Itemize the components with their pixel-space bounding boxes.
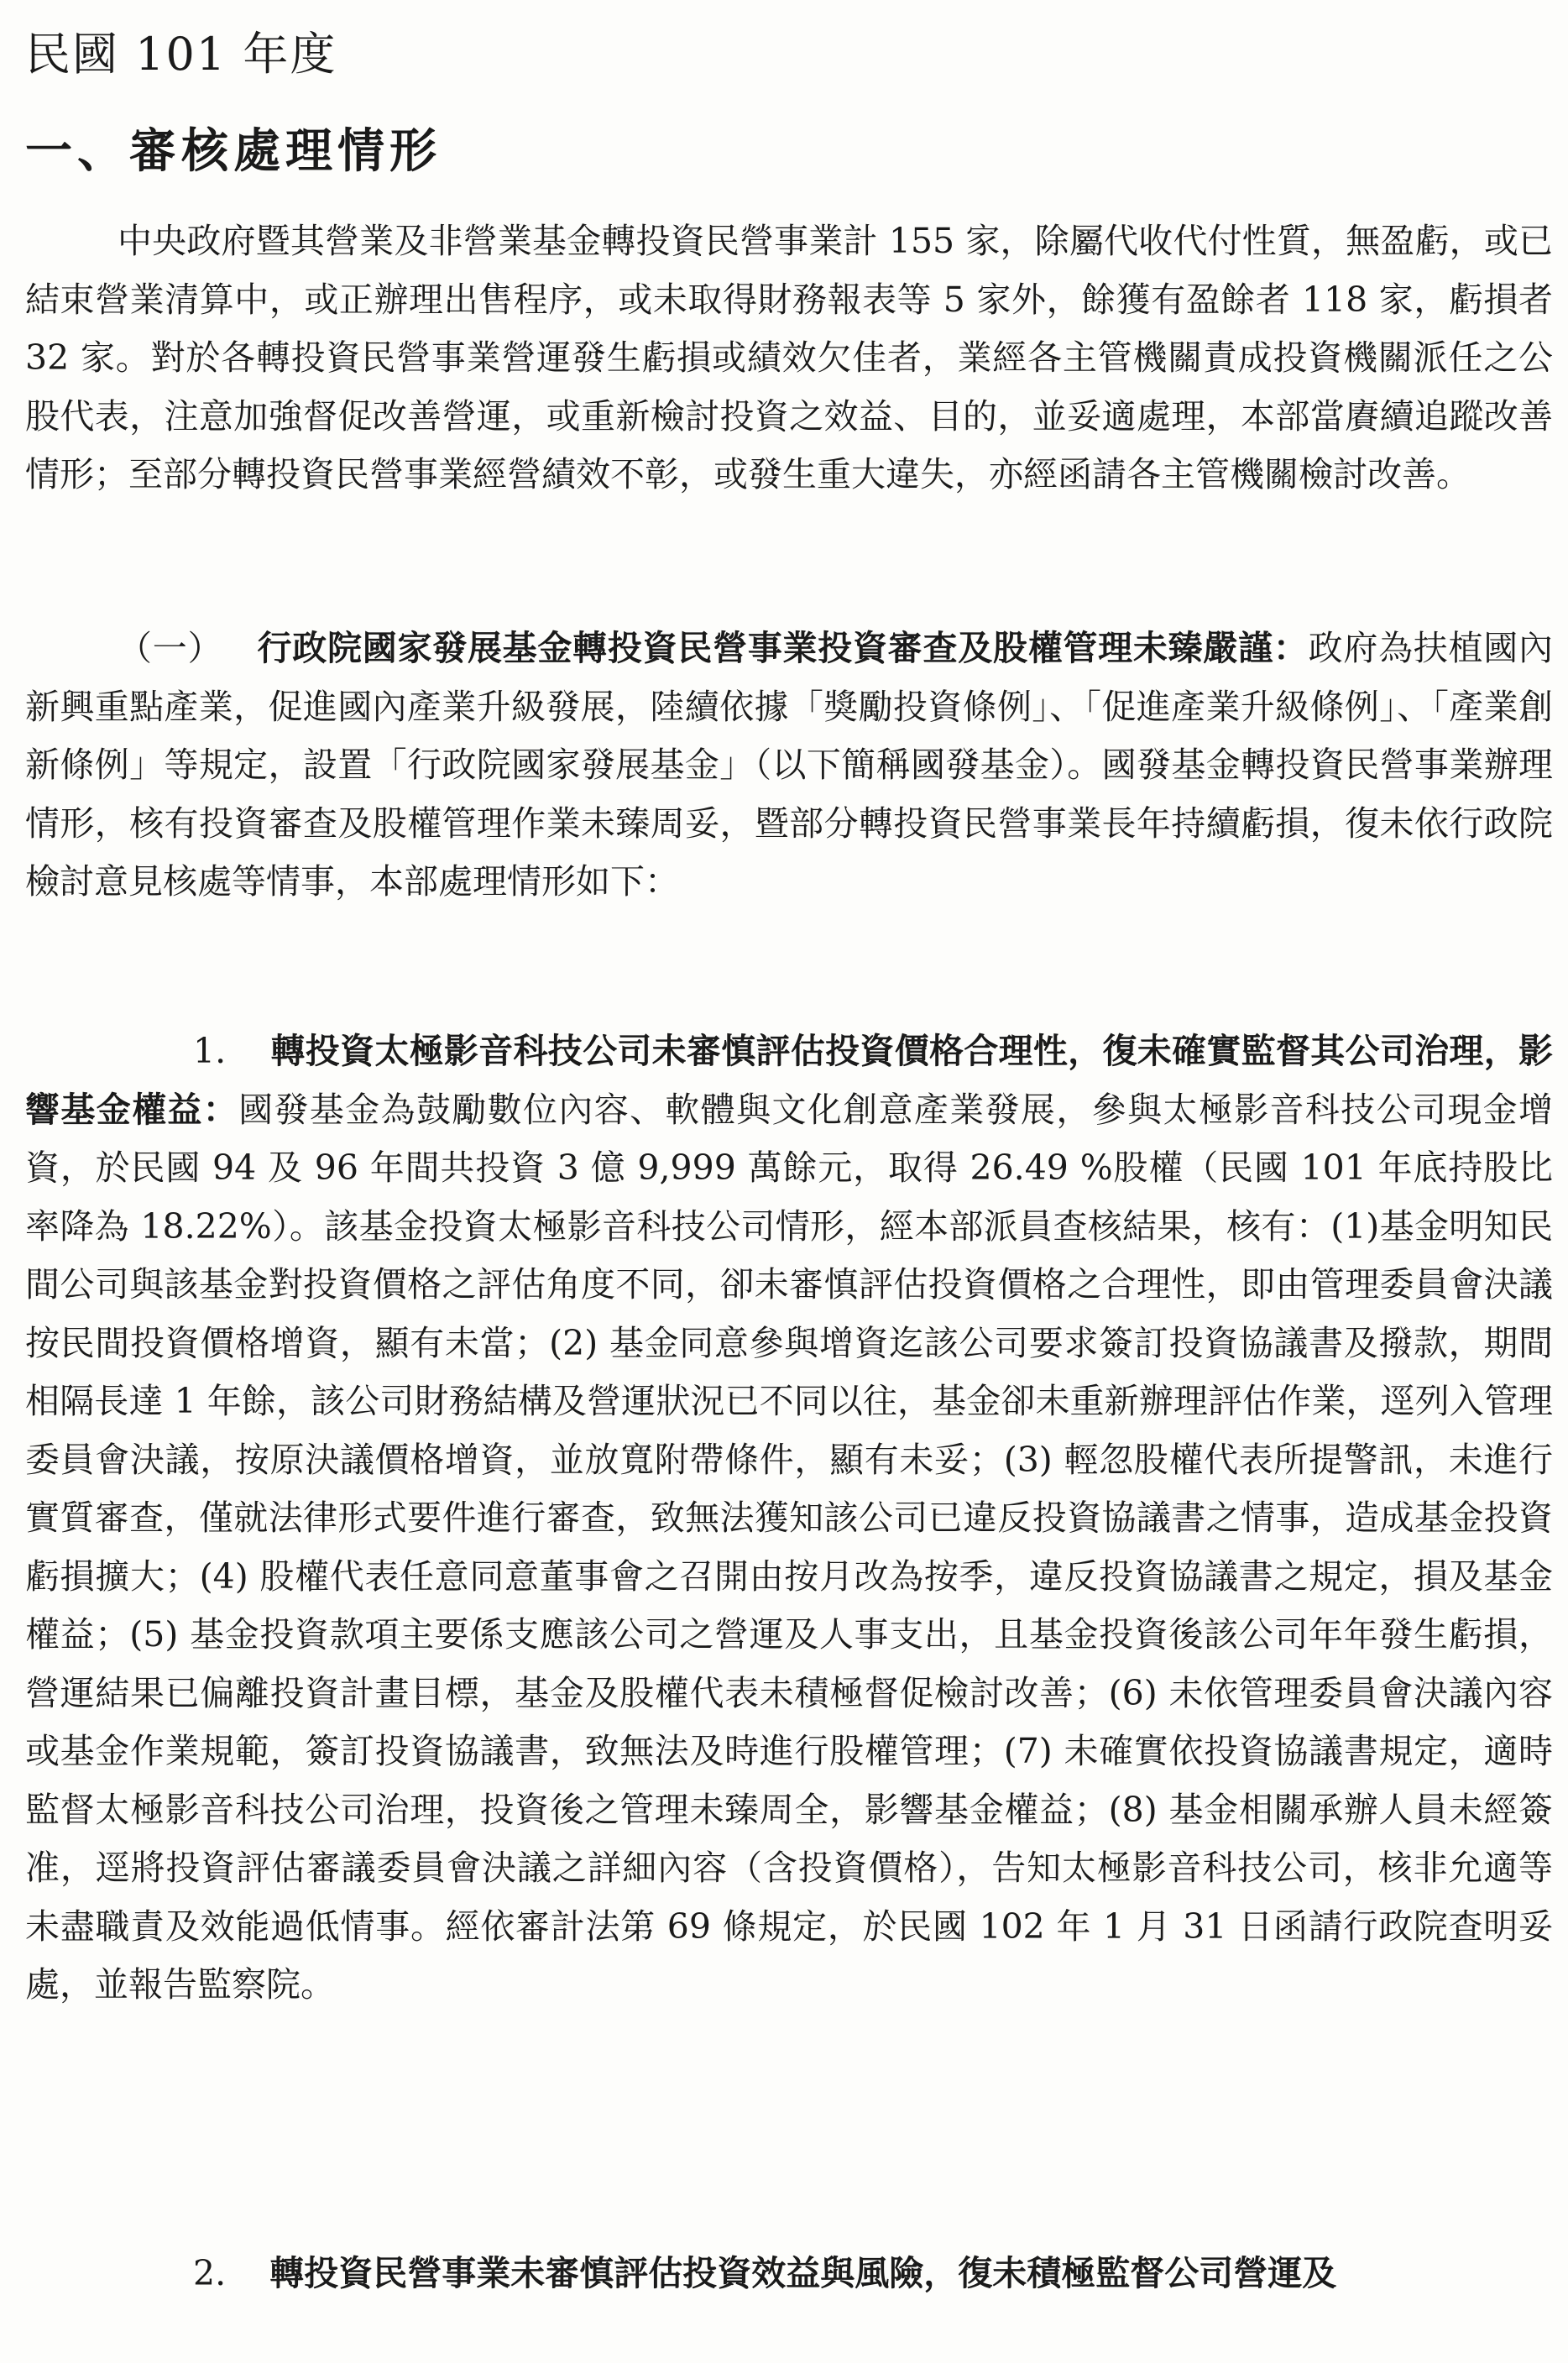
item-one-heading: 行政院國家發展基金轉投資民營事業投資審查及股權管理未臻嚴謹：	[257, 628, 1309, 668]
year-heading: 民國 101 年度	[25, 28, 337, 81]
section-title: 一、審核處理情形	[25, 123, 442, 179]
sub-item-one-heading: 轉投資太極影音科技公司未審慎評估投資價格合理性，復未確實監督其公司治理，影響基金權益：	[25, 1031, 1553, 1130]
item-one-marker: （一）	[118, 628, 223, 668]
sub-item-two-heading: 轉投資民營事業未審慎評估投資效益與風險，復未積極監督公司營運及	[269, 2253, 1337, 2293]
sub-item-one-marker: 1.	[193, 1031, 227, 1071]
item-one-paragraph	[25, 620, 1553, 912]
item-one-body: 政府為扶植國內新興重點產業，促進國內產業升級發展，陸續依據「獎勵投資條例」、「促進產業升級條例」、「產業創新條例」等規定，設置「行政院國家發展基金」（以下簡稱國發基金）。國發基金轉投資民營事業辦理情形，核有投資審查及股權管理作業未臻周妥，暨部分轉投資民營事業長年持續虧損，復未依行政院檢討意見核處等情事，本部處理情形如下：	[25, 628, 1554, 902]
sub-item-two-marker: 2.	[193, 2253, 227, 2293]
intro-paragraph: 中央政府暨其營業及非營業基金轉投資民營事業計 155 家，除屬代收代付性質，無盈虧，或已結束營業清算中，或正辦理出售程序，或未取得財務報表等 5 家外，餘獲有盈餘者 118 家，虧損者 32 家。對於各轉投資民營事業營運發生虧損或績效欠佳者，業經各主管機關責成投資機關派任之公股代表，注意加強督促改善營運，或重新檢討投資之效益、目的，並妥適處理，本部當賡續追蹤改善情形；至部分轉投資民營事業經營績效不彰，或發生重大違失，亦經函請各主管機關檢討改善。	[25, 221, 1553, 494]
sub-item-two-paragraph	[25, 2245, 1553, 2303]
sub-item-one-paragraph	[25, 1022, 1553, 2015]
sub-item-one-body: 國發基金為鼓勵數位內容、軟體與文化創意產業發展，參與太極影音科技公司現金增資，於民國 94 及 96 年間共投資 3 億 9,999 萬餘元，取得 26.49 %股權（民國 101 年底持股比率降為 18.22%）。該基金投資太極影音科技公司情形，經本部派員查核結果，核有：(1)基金明知民間公司與該基金對投資價格之評估角度不同，卻未審慎評估投資價格之合理性，即由管理委員會決議按民間投資價格增資，顯有未當；(2) 基金同意參與增資迄該公司要求簽訂投資協議書及撥款，期間相隔長達 1 年餘，該公司財務結構及營運狀況已不同以往，基金卻未重新辦理評估作業，逕列入管理委員會決議，按原決議價格增資，並放寬附帶條件，顯有未妥；(3) 輕忽股權代表所提警訊，未進行實質審查，僅就法律形式要件進行審查，致無法獲知該公司已違反投資協議書之情事，造成基金投資虧損擴大；(4) 股權代表任意同意董事會之召開由按月改為按季，違反投資協議書之規定，損及基金權益；(5) 基金投資款項主要係支應該公司之營運及人事支出，且基金投資後該公司年年發生虧損，營運結果已偏離投資計畫目標，基金及股權代表未積極督促檢討改善；(6) 未依管理委員會決議內容或基金作業規範，簽訂投資協議書，致無法及時進行股權管理；(7) 未確實依投資協議書規定，適時監督太極影音科技公司治理，投資後之管理未臻周全，影響基金權益；(8) 基金相關承辦人員未經簽准，逕將投資評估審議委員會決議之詳細內容（含投資價格），告知太極影音科技公司，核非允適等未盡職責及效能過低情事。經依審計法第 69 條規定，於民國 102 年 1 月 31 日函請行政院查明妥處，並報告監察院。	[25, 1089, 1554, 2005]
